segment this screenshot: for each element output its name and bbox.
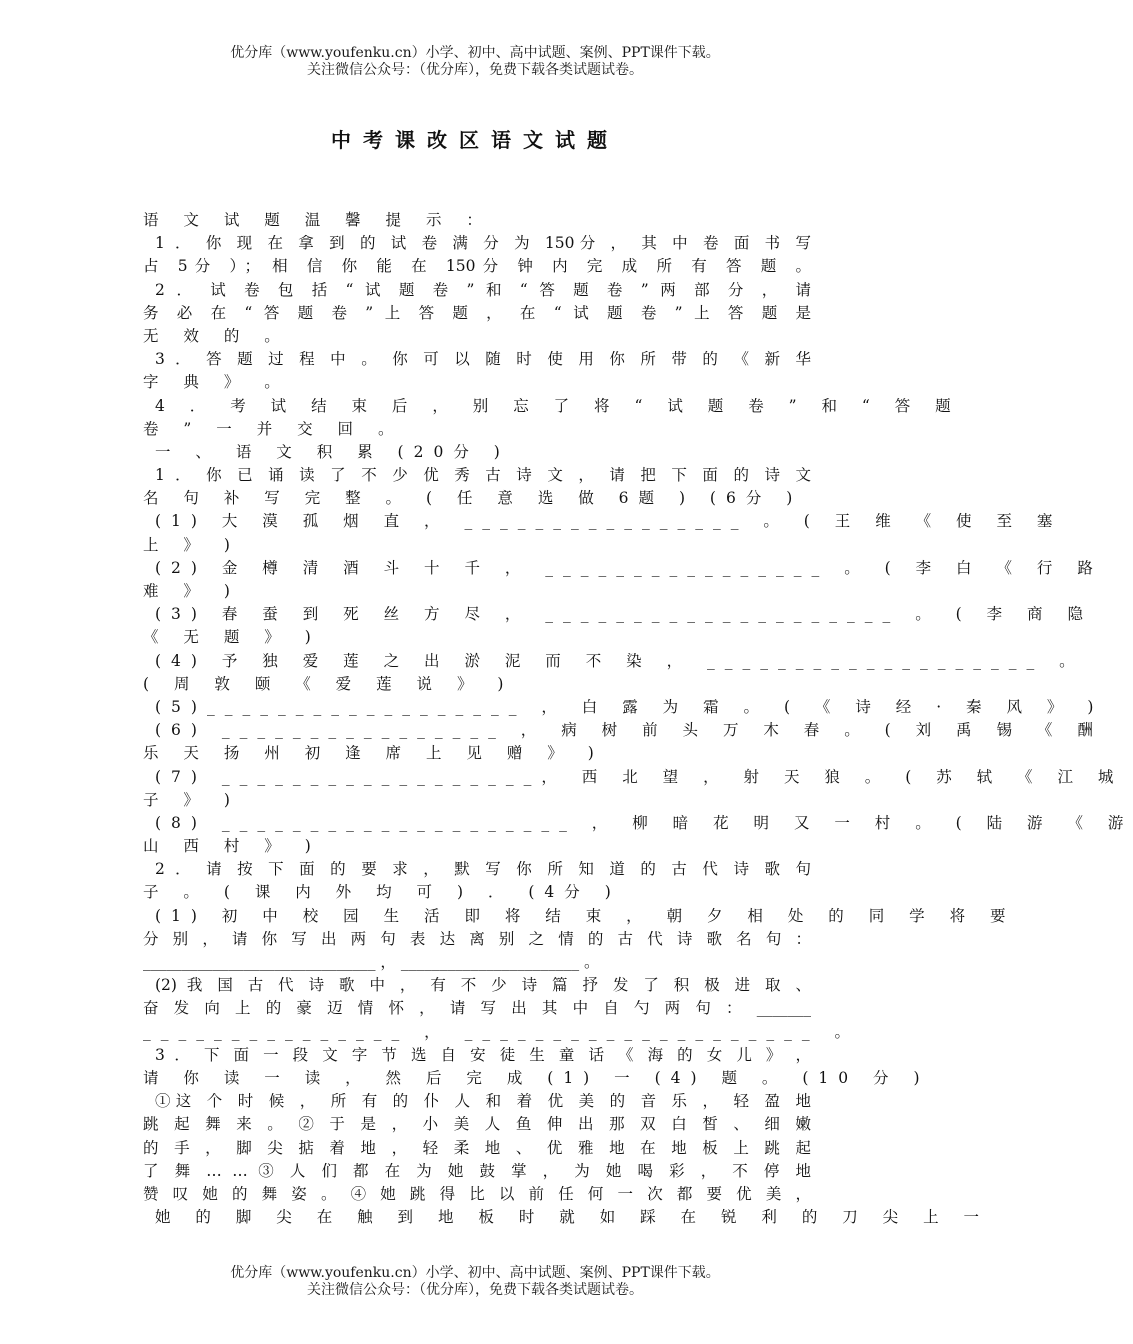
- document-body: [143, 209, 1133, 1229]
- text-line: 请 你 读 一 读 ， 然 后 完 成 (1) 一 (4) 题 。 (10 分 ): [143, 1068, 930, 1087]
- text-line: (7) __________________， 西 北 望 ， 射 天 狼 。 ( 苏 轼 《 江 城: [155, 767, 1124, 786]
- text-line: ( 周 敦 颐 《 爱 莲 说 》 ): [143, 674, 514, 693]
- text-line: 她 的 脚 尖 在 触 到 地 板 时 就 如 踩 在 锐 利 的 刀 尖 上 一: [155, 1208, 990, 1227]
- text-line: 务 必 在 “ 答 题 卷 ” 上 答 题 ， 在 “ 试 题 卷 ” 上 答 题 是: [143, 303, 811, 322]
- text-line: ______________________________ ， _______________________ 。: [143, 953, 600, 971]
- text-line: 2 ． 请 按 下 面 的 要 求 ， 默 写 你 所 知 道 的 古 代 诗 歌 句: [155, 860, 811, 879]
- text-line: 语 文 试 题 温 馨 提 示 ：: [143, 211, 492, 229]
- footer-line-2: 关注微信公众号：（优分库），免费下载各类试题试卷。: [307, 1282, 643, 1298]
- text-line: 3 ． 下 面 一 段 文 字 节 选 自 安 徒 生 童 话 《 海 的 女 儿 》 ，: [155, 1045, 811, 1064]
- text-line: 赞 叹 她 的 舞 姿 。 ④ 她 跳 得 比 以 前 任 何 一 次 都 要 优 美 ，: [143, 1184, 811, 1203]
- text-line: 奋 发 向 上 的 豪 迈 情 怀 ， 请 写 出 其 中 自 勺 两 句 ： _______: [143, 999, 811, 1018]
- text-line: 山 西 村 》 ): [143, 837, 321, 856]
- text-line: _______________ ， ____________________ 。: [143, 1022, 861, 1041]
- text-line: (1) 初 中 校 园 生 活 即 将 结 束 ， 朝 夕 相 处 的 同 学 将 要: [155, 906, 1016, 925]
- text-line: 1 ． 你 已 诵 读 了 不 少 优 秀 古 诗 文 ， 请 把 下 面 的 诗 文: [155, 466, 811, 485]
- text-line: (1) 大 漠 孤 烟 直 ， ________________ 。 ( 王 维 《 使 至 塞: [155, 512, 1063, 531]
- text-line: 1 ． 你 现 在 拿 到 的 试 卷 满 分 为 150分 ， 其 中 卷 面 书 写: [155, 234, 811, 253]
- text-line: 名 句 补 写 完 整 。 ( 任 意 选 做 6题 ) (6分 ): [143, 489, 803, 508]
- text-line: (8) ____________________ ， 柳 暗 花 明 又 一 村 。 ( 陆 游 《 游: [155, 813, 1133, 832]
- footer-line-1: 优分库（www.youfenku.cn）小学、初中、高中试题、案例、PPT课件下载。: [230, 1265, 720, 1281]
- page-title: 中考课改区语文试题: [331, 128, 619, 152]
- text-line: (6) ________________ ， 病 树 前 头 万 木 春 。 ( 刘 禹 锡 《 酬: [155, 721, 1103, 740]
- text-line: 无 效 的 。: [143, 326, 290, 345]
- text-line: 字 典 》 。: [143, 373, 290, 392]
- text-line: 一 、 语 文 积 累 (20分 ): [155, 442, 510, 461]
- text-line: (4) 予 独 爱 莲 之 出 淤 泥 而 不 染 ， ___________________ 。: [155, 651, 1085, 670]
- text-line: 子 》 ): [143, 790, 240, 809]
- text-line: 占 5分 ）； 相 信 你 能 在 150分 钟 内 完 成 所 有 答 题 。: [143, 257, 811, 276]
- text-line: 的 手 ， 脚 尖 掂 着 地 ， 轻 柔 地 、 优 雅 地 在 地 板 上 跳 起: [143, 1138, 812, 1157]
- text-line: 分 别 ， 请 你 写 出 两 句 表 达 离 别 之 情 的 古 代 诗 歌 名 句 ：: [143, 929, 811, 948]
- text-line: 上 》 ): [143, 535, 240, 554]
- text-line: ①这 个 时 候 ， 所 有 的 仆 人 和 着 优 美 的 音 乐 ， 轻 盈 地: [155, 1092, 811, 1111]
- text-line: 跳 起 舞 来 。 ② 于 是 ， 小 美 人 鱼 伸 出 那 双 白 皙 、 细 嫩: [143, 1115, 812, 1134]
- text-line: (3) 春 蚕 到 死 丝 方 尽 ， ____________________ 。 ( 李 商 隐: [155, 605, 1093, 624]
- header-line-2: 关注微信公众号：（优分库），免费下载各类试题试卷。: [307, 62, 643, 78]
- text-line: 了 舞 … … ③ 人 们 都 在 为 她 鼓 掌 ， 为 她 喝 彩 ， 不 停 地: [143, 1161, 811, 1180]
- text-line: 难 》 ): [143, 582, 240, 600]
- text-line: 卷 ” 一 并 交 回 。: [143, 419, 404, 438]
- text-line: 4 ． 考 试 结 束 后 ， 别 忘 了 将 “ 试 题 卷 ” 和 “ 答 题: [155, 396, 961, 415]
- text-line: (2) 我 国 古 代 诗 歌 中 ， 有 不 少 诗 篇 抒 发 了 积 极 进 取 、: [155, 976, 811, 995]
- text-line: 3 ． 答 题 过 程 中 。 你 可 以 随 时 使 用 你 所 带 的 《 新 华: [155, 350, 811, 369]
- text-line: (2) 金 樽 清 酒 斗 十 千 ， ________________ 。 ( 李 白 《 行 路: [155, 558, 1103, 577]
- header-line-1: 优分库（www.youfenku.cn）小学、初中、高中试题、案例、PPT课件下载。: [230, 45, 720, 61]
- text-line: (5)__________________ ， 白 露 为 霜 。 ( 《 诗 经 · 秦 风 》 ): [155, 697, 1104, 716]
- text-line: 乐 天 扬 州 初 逢 席 上 见 赠 》 ): [143, 744, 604, 763]
- text-line: 2 ． 试 卷 包 括 “ 试 题 卷 ” 和 “ 答 题 卷 ” 两 部 分 ， 请: [155, 280, 811, 299]
- page-header: [0, 45, 950, 79]
- page-footer: [0, 1265, 950, 1299]
- text-line: 子 。 ( 课 内 外 均 可 ) ． (4分 ): [143, 883, 621, 902]
- text-line: 《 无 题 》 ): [143, 628, 321, 647]
